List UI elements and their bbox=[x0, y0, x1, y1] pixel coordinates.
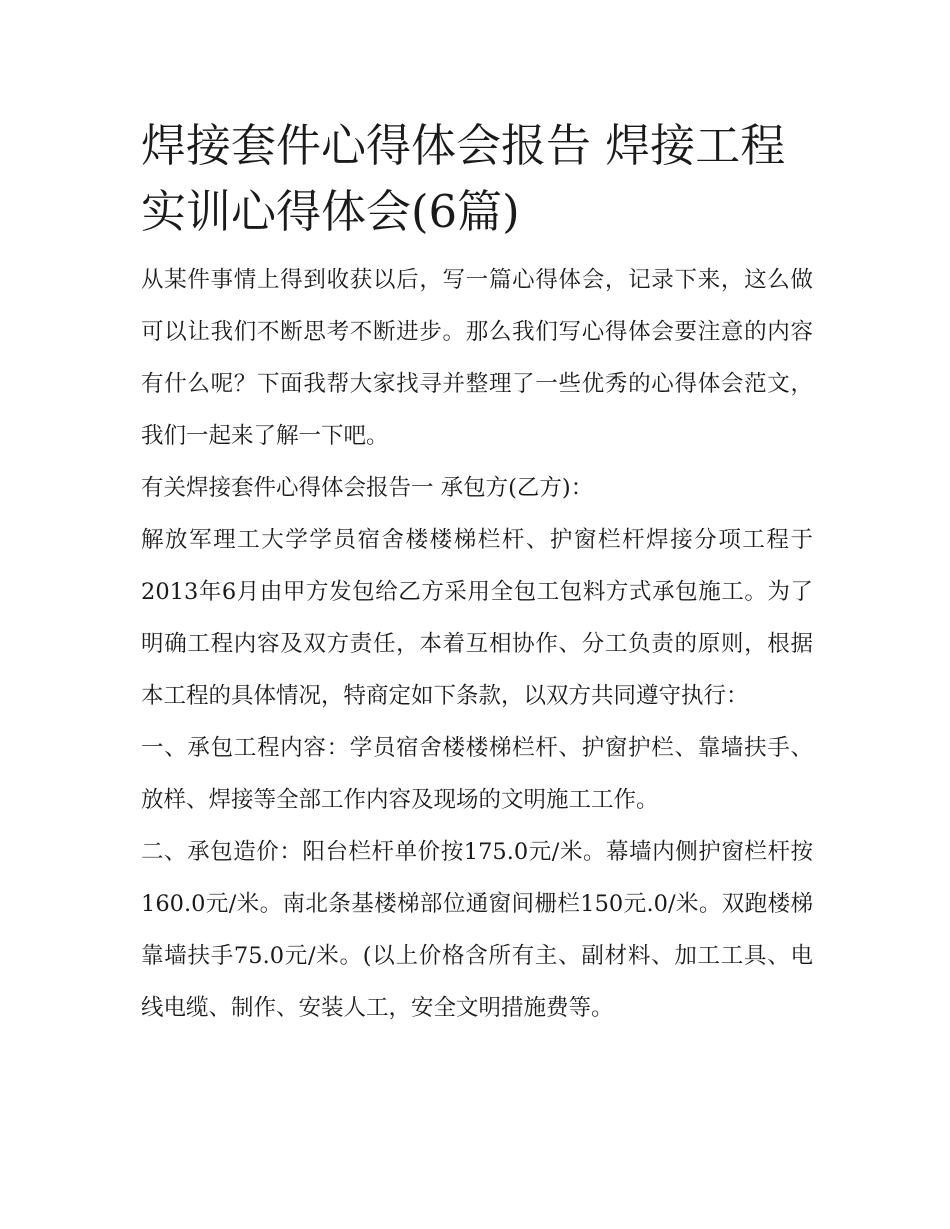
document-title: 焊接套件心得体会报告 焊接工程实训心得体会(6篇) bbox=[141, 119, 786, 238]
paragraph-clause-price: 二、承包造价：阳台栏杆单价按175.0元/米。幕墙内侧护窗栏杆按160.0元/米。南北条基楼梯部位通窗间栅栏150元.0/米。双跑楼梯靠墙扶手75.0元/米。(以上价格含所有主、副材料、加工工具、电线电缆、制作、安装人工，安全文明措施费等。 bbox=[141, 839, 813, 1021]
paragraph-heading-contractor: 有关焊接套件心得体会报告一 承包方(乙方)： bbox=[141, 475, 594, 501]
paragraph-intro: 从某件事情上得到收获以后，写一篇心得体会，记录下来，这么做可以让我们不断思考不断进步。那么我们写心得体会要注意的内容有什么呢？下面我帮大家找寻并整理了一些优秀的心得体会范文，我们一起来了解一下吧。 bbox=[141, 267, 813, 449]
paragraph-clause-scope: 一、承包工程内容：学员宿舍楼楼梯栏杆、护窗护栏、靠墙扶手、放样、焊接等全部工作内容及现场的文明施工工作。 bbox=[141, 735, 813, 813]
paragraph-project-description: 解放军理工大学学员宿舍楼楼梯栏杆、护窗栏杆焊接分项工程于2013年6月由甲方发包给乙方采用全包工包料方式承包施工。为了明确工程内容及双方责任，本着互相协作、分工负责的原则，根据本工程的具体情况，特商定如下条款，以双方共同遵守执行： bbox=[141, 527, 813, 709]
document-body bbox=[141, 113, 813, 1034]
